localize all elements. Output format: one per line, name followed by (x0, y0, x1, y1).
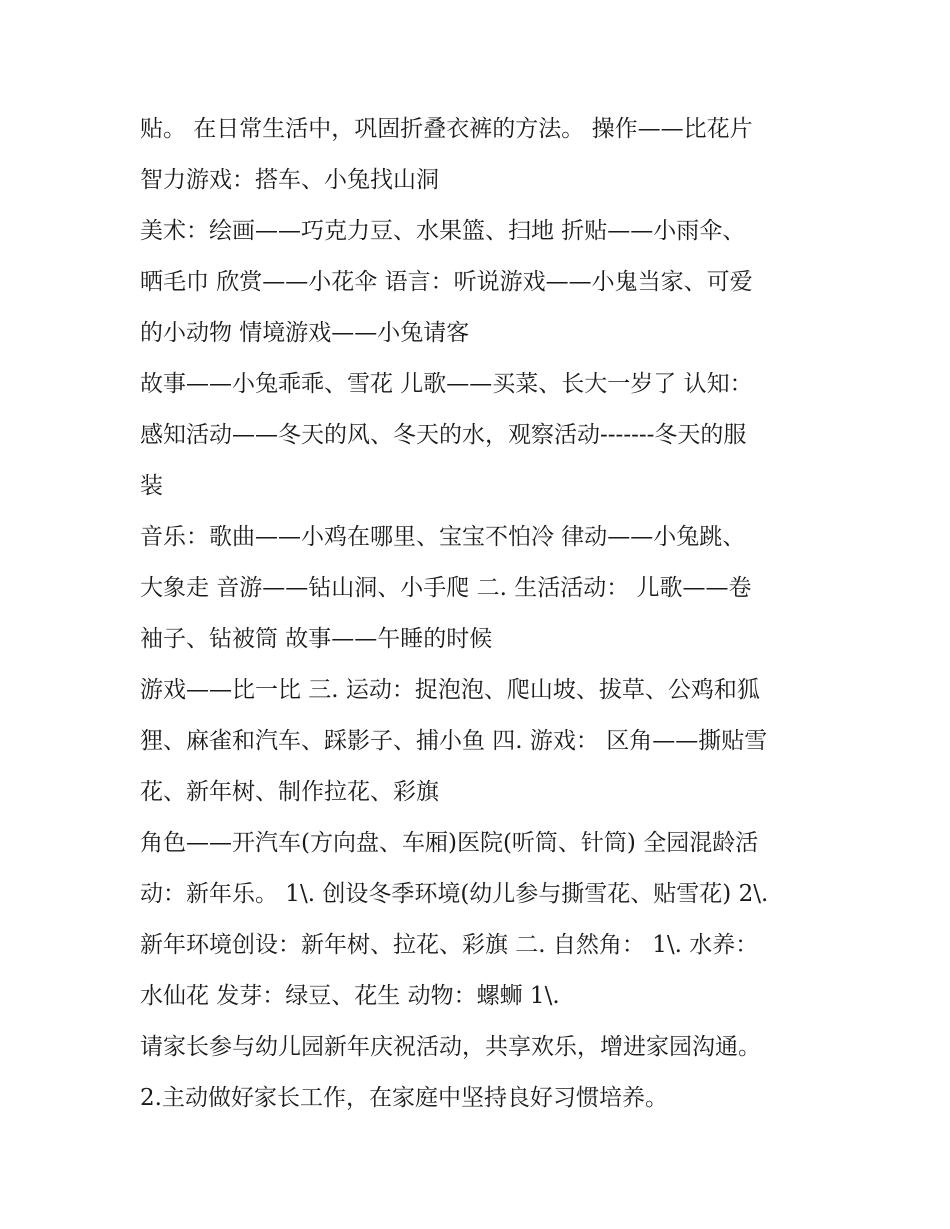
text-line: 的小动物 情境游戏——小兔请客 (140, 320, 470, 346)
text-line: 花、新年树、制作拉花、彩旗 (140, 779, 439, 805)
text-line: 美术：绘画——巧克力豆、水果篮、扫地 折贴——小雨伞、 (140, 218, 746, 244)
text-line: 角色——开汽车(方向盘、车厢)医院(听筒、针筒) 全园混龄活 (140, 830, 759, 856)
text-line: 2.主动做好家长工作，在家庭中坚持良好习惯培养。 (140, 1085, 668, 1111)
text-line: 贴。 在日常生活中，巩固折叠衣裤的方法。 操作——比花片 (140, 116, 753, 142)
text-line: 请家长参与幼儿园新年庆祝活动，共享欢乐，增进家园沟通。 (140, 1034, 761, 1060)
text-line: 游戏——比一比 三. 运动：捉泡泡、爬山坡、拔草、公鸡和狐 (140, 677, 760, 703)
text-line: 狸、麻雀和汽车、踩影子、捕小鱼 四. 游戏： 区角——撕贴雪 (140, 728, 768, 754)
text-line: 动：新年乐。 1\. 创设冬季环境(幼儿参与撕雪花、贴雪花) 2\. (140, 881, 769, 907)
text-line: 大象走 音游——钻山洞、小手爬 二. 生活活动： 儿歌——卷 (140, 575, 752, 601)
text-line: 智力游戏：搭车、小兔找山洞 (140, 167, 439, 193)
text-line: 装 (140, 473, 163, 499)
text-line: 新年环境创设：新年树、拉花、彩旗 二. 自然角： 1\. 水养： (140, 932, 759, 958)
text-line: 水仙花 发芽：绿豆、花生 动物：螺蛳 1\. (140, 983, 560, 1009)
text-line: 音乐：歌曲——小鸡在哪里、宝宝不怕冷 律动——小兔跳、 (140, 524, 746, 550)
text-line: 袖子、钻被筒 故事——午睡的时候 (140, 626, 493, 652)
text-line: 故事——小兔乖乖、雪花 儿歌——买菜、长大一岁了 认知： (140, 371, 753, 397)
text-line: 晒毛巾 欣赏——小花伞 语言：听说游戏——小鬼当家、可爱 (140, 269, 753, 295)
text-line: 感知活动——冬天的风、冬天的水，观察活动-------冬天的服 (140, 422, 747, 448)
document-body (140, 104, 820, 1124)
